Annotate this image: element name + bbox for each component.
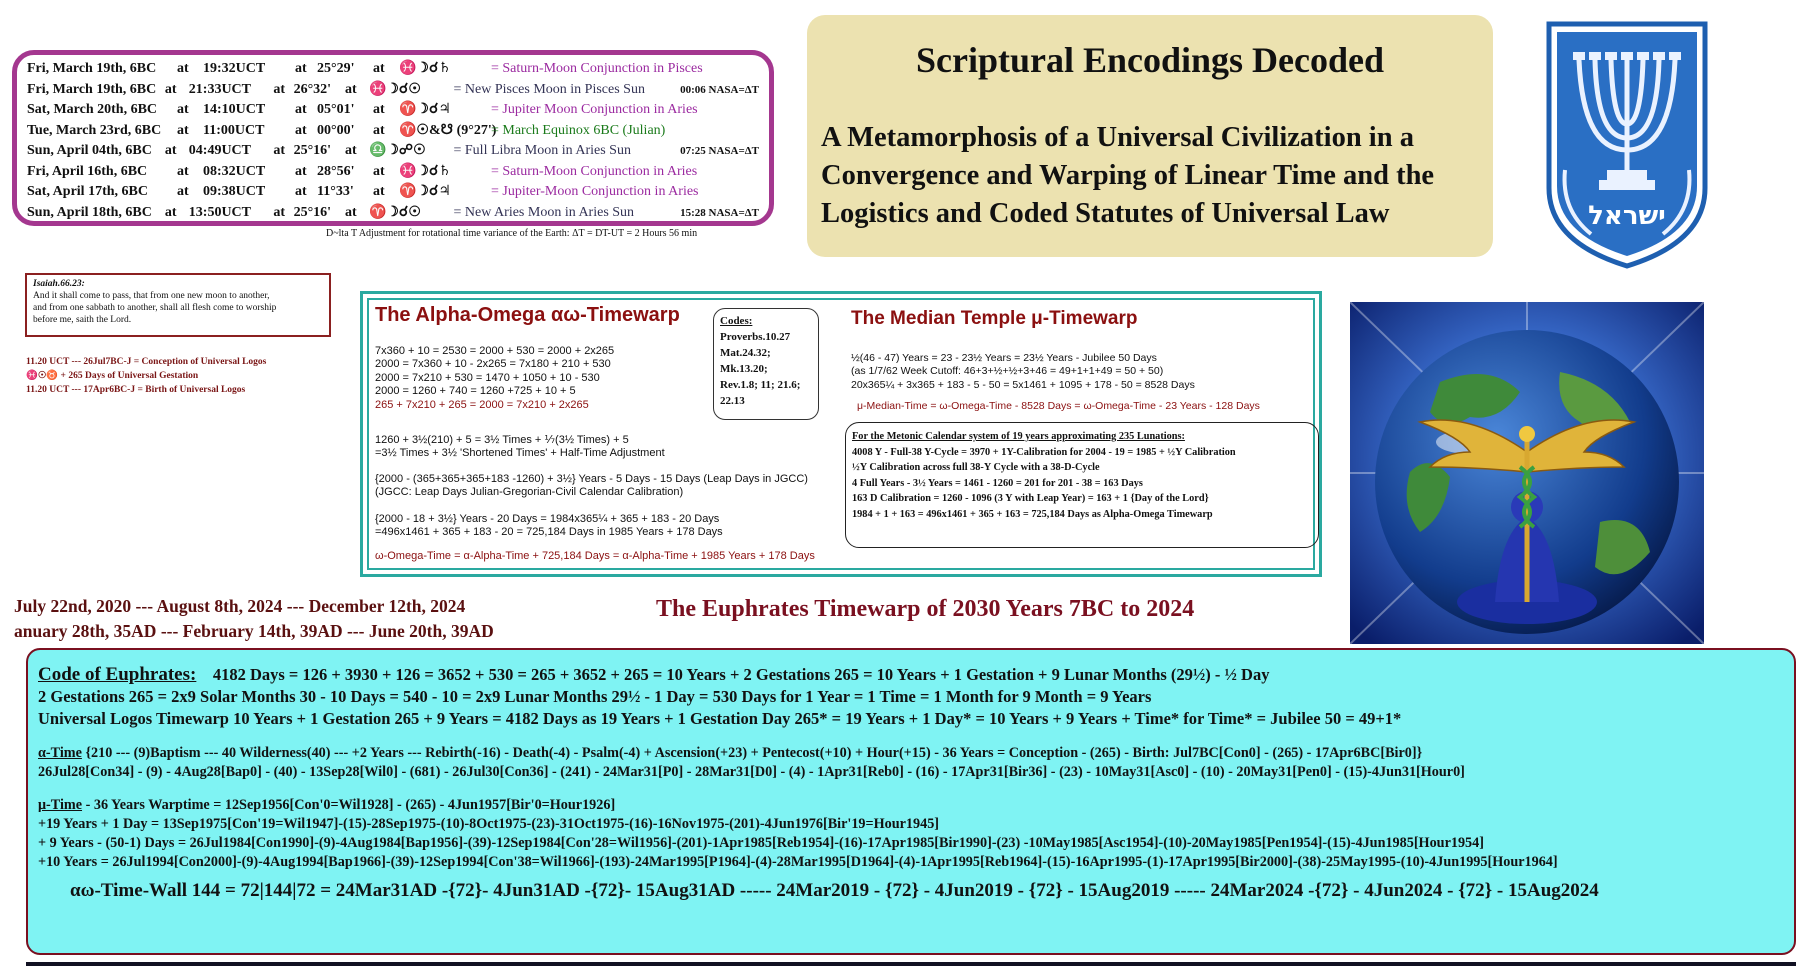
astro-symbols: ♓☽☌♄	[399, 61, 451, 76]
median-block	[851, 352, 1195, 392]
at-word: at	[164, 81, 177, 97]
conjunction-time: 14:10UCT	[203, 102, 266, 117]
mu-time-line-2: +19 Years + 1 Day = 13Sep1975[Con'19=Wil1947]-(15)-28Sep1975-(10)-8Oct1975-(23)-31Oct1975-(16)-16Nov1975-(201)-4Jun1976[Bir'19=Hour1945]	[38, 816, 940, 832]
formula-line: {2000 - (365+365+365+183 -1260) + 3½} Years - 5 Days - 15 Days (Leap Days in JGCC)	[375, 473, 808, 485]
page-subtitle	[821, 119, 1491, 233]
conjunction-degree: 25°16'	[293, 143, 332, 158]
formula-line: {2000 - 18 + 3½} Years - 20 Days = 1984x365¼ + 365 + 183 - 20 Days	[375, 513, 720, 525]
astro-symbols: ♈☽☌☉	[368, 204, 421, 220]
at-word: at	[295, 122, 307, 138]
conjunction-table	[12, 50, 774, 226]
conjunction-time: 09:38UCT	[203, 184, 266, 199]
key-dates	[14, 594, 494, 644]
alpha-block-3	[375, 473, 808, 500]
quote-line: And it shall come to pass, that from one new moon to another,	[33, 291, 270, 301]
at-word: at	[373, 163, 385, 179]
at-word: at	[177, 102, 189, 117]
median-time-line: μ-Median-Time = ω-Omega-Time - 8528 Days = ω-Omega-Time - 23 Years - 128 Days	[857, 400, 1260, 412]
mu-time-line-1	[38, 796, 1784, 815]
formula-line: 4008 Y - Full-38 Y-Cycle = 3970 + 1Y-Calibration for 2004 - 19 = 1985 + ½Y Calibration	[852, 446, 1236, 458]
at-word: at	[273, 81, 286, 97]
at-word: at	[373, 184, 385, 199]
alpha-time-label: α-Time	[38, 745, 82, 761]
at-word: at	[177, 61, 189, 76]
formula-line: 2000 = 7x210 + 530 = 1470 + 1050 + 10 - 530	[375, 371, 600, 384]
page-title: Scriptural Encodings Decoded	[915, 40, 1385, 80]
formula-line: 7x360 + 10 = 2530 = 2000 + 530 = 2000 + 2x265	[375, 345, 615, 357]
quote-line: and from one sabbath to another, shall all flesh come to worship	[33, 303, 277, 313]
formula-line: =3½ Times + 3½ 'Shortened Times' + Half-Time Adjustment	[375, 447, 665, 460]
alpha-omega-heading: The Alpha-Omega αω-Timewarp	[375, 304, 680, 326]
title-banner	[807, 15, 1493, 257]
conjunction-description: = Saturn-Moon Conjunction in Pisces	[491, 61, 703, 76]
logos-line: 11.20 UCT --- 17Apr6BC-J = Birth of Universal Logos	[26, 385, 246, 395]
at-word: at	[295, 184, 307, 199]
meditating-figure-globe-image	[1350, 302, 1704, 644]
subtitle-line: A Metamorphosis of a Universal Civilization in a	[821, 122, 1414, 153]
subtitle-line: Convergence and Warping of Linear Time and the	[821, 160, 1435, 191]
conjunction-row	[27, 80, 759, 101]
astro-symbols: ♈☽☌♃	[399, 102, 451, 117]
logos-lines	[26, 355, 266, 397]
date-line: anuary 28th, 35AD --- February 14th, 39AD --- June 20th, 39AD	[14, 621, 494, 641]
nasa-delta-note: 07:25 NASA=ΔT	[680, 145, 759, 157]
at-word: at	[164, 204, 177, 220]
at-word: at	[345, 143, 357, 158]
formula-line: 1260 + 3½(210) + 5 = 3½ Times + ⅐(3½ Times) + 5	[375, 434, 629, 446]
conjunction-date: Fri, April 16th, 6BC	[27, 163, 148, 179]
at-word: at	[295, 163, 307, 179]
code-ref: Proverbs.10.27	[720, 331, 791, 343]
conjunction-description: = Jupiter-Moon Conjunction in Aries	[491, 184, 699, 199]
conjunction-date: Tue, March 23rd, 6BC	[27, 122, 162, 138]
formula-line: 163 D Calibration = 1260 - 1096 (3 Y with Leap Year) = 163 + 1 {Day of the Lord}	[852, 493, 1209, 505]
conjunction-time: 13:50UCT	[188, 204, 252, 220]
formula-line: (JGCC: Leap Days Julian-Gregorian-Civil Calendar Calibration)	[375, 486, 684, 499]
at-word: at	[164, 143, 177, 158]
conjunction-time: 19:32UCT	[203, 61, 266, 76]
formula-line: 20x365¼ + 3x365 + 183 - 5 - 50 = 5x1461 + 1095 + 178 - 50 = 8528 Days	[851, 378, 1195, 391]
mu-time-line-4: +10 Years = 26Jul1994[Con2000]-(9)-4Aug1994[Bap1966]-(39)-12Sep1994[Con'38=Wil1966]-(193)-24Mar1995[P1964]-(4)-28Mar1995[D1964]-(4)-1Apr1995[Reb1964]-(15)-16Apr1995-(1)-17Apr1995[Bir2000]-(38)-25May1995-(10)-4Jun1995[Hour1964]	[38, 854, 1558, 870]
metonic-title: For the Metonic Calendar system of 19 years approximating 235 Lunations:	[852, 431, 1185, 442]
conjunction-degree: 25°29'	[317, 61, 355, 76]
conjunction-description: = Jupiter Moon Conjunction in Aries	[491, 102, 698, 117]
conjunction-description: = New Pisces Moon in Pisces Sun	[453, 81, 645, 97]
formula-line: 2000 = 7x360 + 10 - 2x265 = 7x180 + 210 + 530	[375, 358, 611, 371]
delta-t-note: D~lta T Adjustment for rotational time variance of the Earth: ΔT = DT-UT = 2 Hours 56 min	[326, 228, 698, 239]
conjunction-date: Fri, March 19th, 6BC	[27, 81, 157, 97]
conjunction-date: Sun, April 18th, 6BC	[27, 204, 152, 220]
astro-symbols: ♈☉&☋ (9°27')	[399, 122, 497, 138]
alpha-block-4	[375, 513, 723, 540]
conjunction-row	[27, 141, 759, 162]
at-word: at	[373, 61, 385, 76]
code-label: Code of Euphrates:	[38, 664, 197, 685]
conjunction-row	[27, 203, 759, 224]
formula-line: 4 Full Years - 3½ Years = 1461 - 1260 = 201 for 201 - 38 = 163 Days	[852, 477, 1143, 489]
at-word: at	[295, 61, 307, 76]
astro-symbols: ♓☽☌☉	[368, 81, 421, 97]
conjunction-degree: 26°32'	[293, 81, 332, 97]
at-word: at	[345, 204, 357, 220]
conjunction-degree: 28°56'	[317, 163, 355, 179]
astro-symbols: ♎☽☍☉	[368, 143, 426, 158]
formula-line: ½(46 - 47) Years = 23 - 23½ Years = 23½ Years - Jubilee 50 Days	[851, 352, 1157, 364]
emblem-text: ישראל	[1588, 201, 1666, 231]
formula-line: ½Y Calibration across full 38-Y Cycle with a 38-D-Cycle	[852, 462, 1100, 474]
nasa-delta-note: 15:28 NASA=ΔT	[680, 206, 759, 219]
euphrates-line-2: 2 Gestations 265 = 2x9 Solar Months 30 - 10 Days = 540 - 10 = 2x9 Lunar Months 29½ - 1 Day = 530 Days for 1 Year = 1 Time = 1 Month for 9 Month = 9 Years	[38, 687, 1152, 706]
conjunction-date: Fri, March 19th, 6BC	[27, 61, 157, 76]
codes-box	[713, 308, 819, 420]
euphrates-line-1	[38, 664, 1784, 686]
alpha-block-1	[375, 345, 614, 412]
at-word: at	[373, 122, 385, 138]
isaiah-quote	[25, 273, 331, 337]
logos-line: 11.20 UCT --- 26Jul7BC-J = Conception of Universal Logos	[26, 357, 267, 367]
conjunction-degree: 05°01'	[317, 102, 355, 117]
code-of-euphrates-panel	[26, 648, 1796, 955]
euphrates-line-3: Universal Logos Timewarp 10 Years + 1 Gestation 265 + 9 Years = 4182 Days as 19 Years + 1 Gestation Day 265* = 19 Years + 1 Day* = 10 Years + 9 Years + Time* for Time* = Jubilee 50 = 49+1*	[38, 709, 1402, 728]
alpha-block-2	[375, 434, 665, 461]
time-wall-line: αω-Time-Wall 144 = 72|144|72 = 24Mar31AD -{72}- 4Jun31AD -{72}- 15Aug31AD ----- 24Mar2019 - {72} - 4Jun2019 - {72} - 15Aug2019 ----- 24Mar2024 -{72} - 4Jun2024 - {72} - 15Aug2024	[70, 880, 1599, 901]
conjunction-time: 08:32UCT	[203, 163, 266, 179]
sequence-text: - 36 Years Warptime = 12Sep1956[Con'0=Wil1928] - (265) - 4Jun1957[Bir'0=Hour1926]	[85, 797, 616, 813]
conjunction-degree: 11°33'	[317, 184, 354, 199]
mu-time-line-3: + 9 Years - (50-1) Days = 26Jul1984[Con1990]-(9)-4Aug1984[Bap1956]-(39)-12Sep1984[Con'28=Wil1956]-(201)-1Apr1985[Reb1954]-(16)-17Apr1985[Bir1990]-(23) -10May1985[Asc1954]-(10)-20May1985[Pen1954]-(15)-4Jun1985[Hour1954]	[38, 835, 1484, 851]
at-word: at	[177, 122, 189, 138]
logos-line: ♓☉♉ + 265 Days of Universal Gestation	[26, 371, 199, 381]
at-word: at	[273, 204, 286, 220]
conjunction-date: Sun, April 04th, 6BC	[27, 143, 152, 158]
conjunction-row	[27, 121, 759, 142]
alpha-time-line-2: 26Jul28[Con34] - (9) - 4Aug28[Bap0] - (40) - 13Sep28[Wil0] - (681) - 26Jul30[Con36] - (241) - 24Mar31[P0] - 28Mar31[D0] - (4) - 1Apr31[Reb0] - (16) - 17Apr31[Bir36] - (23) - 10May31[Asc0] - (10) - 20May31[Pen0] - (15)-4Jun31[Hour0]	[38, 764, 1465, 780]
menorah-emblem-icon	[1543, 20, 1711, 270]
conjunction-degree: 00°00'	[317, 122, 355, 138]
at-word: at	[177, 184, 189, 199]
code-ref: Rev.1.8; 11; 21.6;	[720, 379, 801, 391]
date-line: July 22nd, 2020 --- August 8th, 2024 --- December 12th, 2024	[14, 596, 466, 616]
formula-line: 265 + 7x210 + 265 = 2000 = 7x210 + 2x265	[375, 398, 589, 411]
mu-time-label: μ-Time	[38, 797, 83, 813]
conjunction-time: 11:00UCT	[203, 122, 265, 138]
conjunction-description: = March Equinox 6BC (Julian)	[491, 122, 666, 138]
code-ref: Mat.24.32;	[720, 347, 771, 359]
formula-line: 1984 + 1 + 163 = 496x1461 + 365 + 163 = 725,184 Days as Alpha-Omega Timewarp	[852, 508, 1213, 520]
conjunction-degree: 25°16'	[293, 204, 332, 220]
timewarp-panel	[360, 291, 1322, 577]
equation-text: 4182 Days = 126 + 3930 + 126 = 3652 + 530 = 265 + 3652 + 265 = 10 Years + 2 Gestations 265 = 10 Years + 1 Gestation + 9 Lunar Months (29½) - ½ Day	[212, 665, 1270, 684]
nasa-delta-note: 00:06 NASA=ΔT	[680, 83, 759, 96]
at-word: at	[295, 102, 307, 117]
subtitle-line: Logistics and Coded Statutes of Universal Law	[821, 198, 1390, 229]
euphrates-heading: The Euphrates Timewarp of 2030 Years 7BC to 2024	[656, 596, 1195, 622]
alpha-time-line-1	[38, 744, 1784, 763]
conjunction-row	[27, 162, 759, 183]
formula-line: =496x1461 + 365 + 183 - 20 = 725,184 Days in 1985 Years + 178 Days	[375, 526, 723, 539]
formula-line: (as 1/7/62 Week Cutoff: 46+3+½+½+3+46 = 49+1+1+49 = 50 + 50)	[851, 365, 1164, 378]
conjunction-date: Sat, March 20th, 6BC	[27, 102, 158, 117]
conjunction-row	[27, 59, 759, 80]
timewarp-inner-frame	[367, 298, 1315, 570]
quote-line: before me, saith the Lord.	[33, 315, 132, 325]
conjunction-description: = Full Libra Moon in Aries Sun	[453, 143, 631, 158]
sequence-text: {210 --- (9)Baptism --- 40 Wilderness(40) --- +2 Years --- Rebirth(-16) - Death(-4) - Psalm(-4) + Ascension(+23) + Pentecost(+10) + Hour(+15) - 36 Years = Conception - (265) - Birth: Jul7BC[Con0] - (265) - 17Apr6BC[Bir0]}	[85, 745, 1423, 761]
at-word: at	[177, 163, 189, 179]
conjunction-description: = Saturn-Moon Conjunction in Aries	[491, 163, 698, 179]
conjunction-row	[27, 182, 759, 203]
bottom-border	[26, 962, 1796, 966]
at-word: at	[345, 81, 357, 97]
conjunction-description: = New Aries Moon in Aries Sun	[453, 204, 635, 220]
codes-title: Codes:	[720, 315, 753, 327]
omega-time-line: ω-Omega-Time = α-Alpha-Time + 725,184 Days = α-Alpha-Time + 1985 Years + 178 Days	[375, 550, 815, 562]
conjunction-time: 04:49UCT	[188, 143, 252, 158]
astro-symbols: ♓☽☌♄	[399, 163, 451, 179]
astro-symbols: ♈☽☌♃	[399, 184, 451, 199]
code-ref: Mk.13.20;	[720, 363, 768, 375]
median-heading: The Median Temple μ-Timewarp	[851, 308, 1138, 329]
isaiah-title: Isaiah.66.23:	[33, 279, 85, 289]
metonic-box	[845, 422, 1319, 548]
conjunction-date: Sat, April 17th, 6BC	[27, 184, 148, 199]
conjunction-row	[27, 100, 759, 121]
at-word: at	[273, 143, 286, 158]
code-ref: 22.13	[720, 395, 745, 407]
conjunction-time: 21:33UCT	[188, 81, 252, 97]
formula-line: 2000 = 1260 + 740 = 1260 +725 + 10 + 5	[375, 385, 576, 398]
at-word: at	[373, 102, 385, 117]
